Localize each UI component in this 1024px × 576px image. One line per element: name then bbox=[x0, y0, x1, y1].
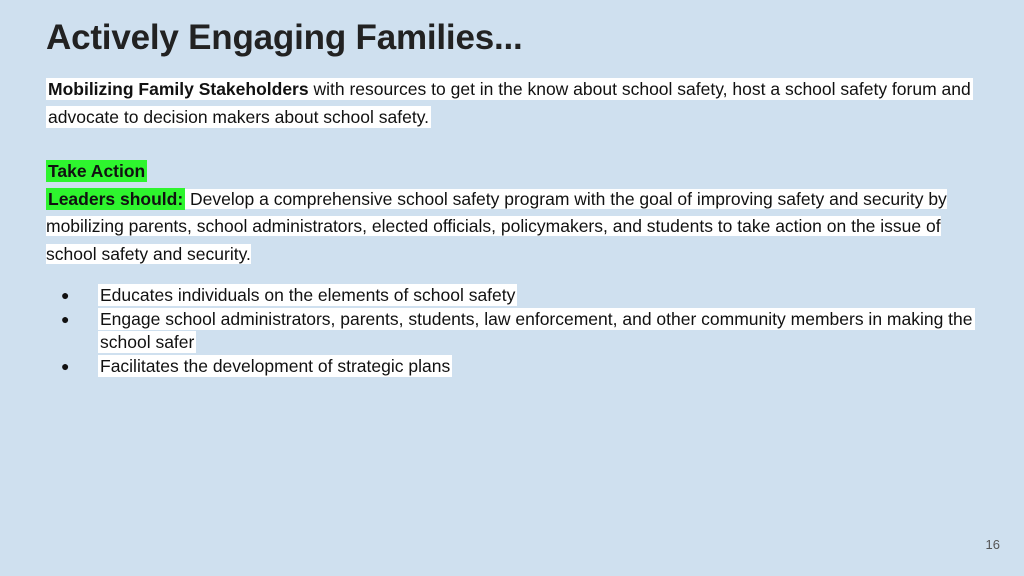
leaders-should-label: Leaders should: bbox=[48, 188, 184, 209]
intro-bold-lead: Mobilizing Family Stakeholders bbox=[48, 79, 309, 99]
slide-title: Actively Engaging Families... bbox=[46, 18, 523, 57]
leaders-should-text: Develop a comprehensive school safety program with the goal of improving safety and security by mobilizing parents, school administrators, elected officials, policymakers, and students to take action on the issue of school safety and security. bbox=[46, 188, 947, 264]
list-item bbox=[46, 355, 976, 379]
take-action-section bbox=[46, 158, 976, 268]
bullet-text: Engage school administrators, parents, students, law enforcement, and other community members in making the school safer bbox=[100, 308, 973, 352]
page-number: 16 bbox=[985, 537, 1000, 552]
take-action-heading: Take Action bbox=[48, 161, 146, 181]
bullet-icon: ● bbox=[61, 357, 70, 374]
bullet-icon: ● bbox=[61, 310, 70, 327]
bullet-icon: ● bbox=[61, 287, 70, 303]
list-item bbox=[46, 308, 976, 355]
intro-paragraph bbox=[46, 76, 976, 131]
bullet-text: Facilitates the development of strategic plans bbox=[100, 355, 451, 376]
intro-text: with resources to get in the know about school safety, host a school safety forum and advocate to decision makers about school safety. bbox=[48, 79, 971, 127]
bullet-list bbox=[46, 284, 976, 378]
bullet-text: Educates individuals on the elements of school safety bbox=[100, 285, 516, 305]
list-item bbox=[46, 284, 976, 308]
